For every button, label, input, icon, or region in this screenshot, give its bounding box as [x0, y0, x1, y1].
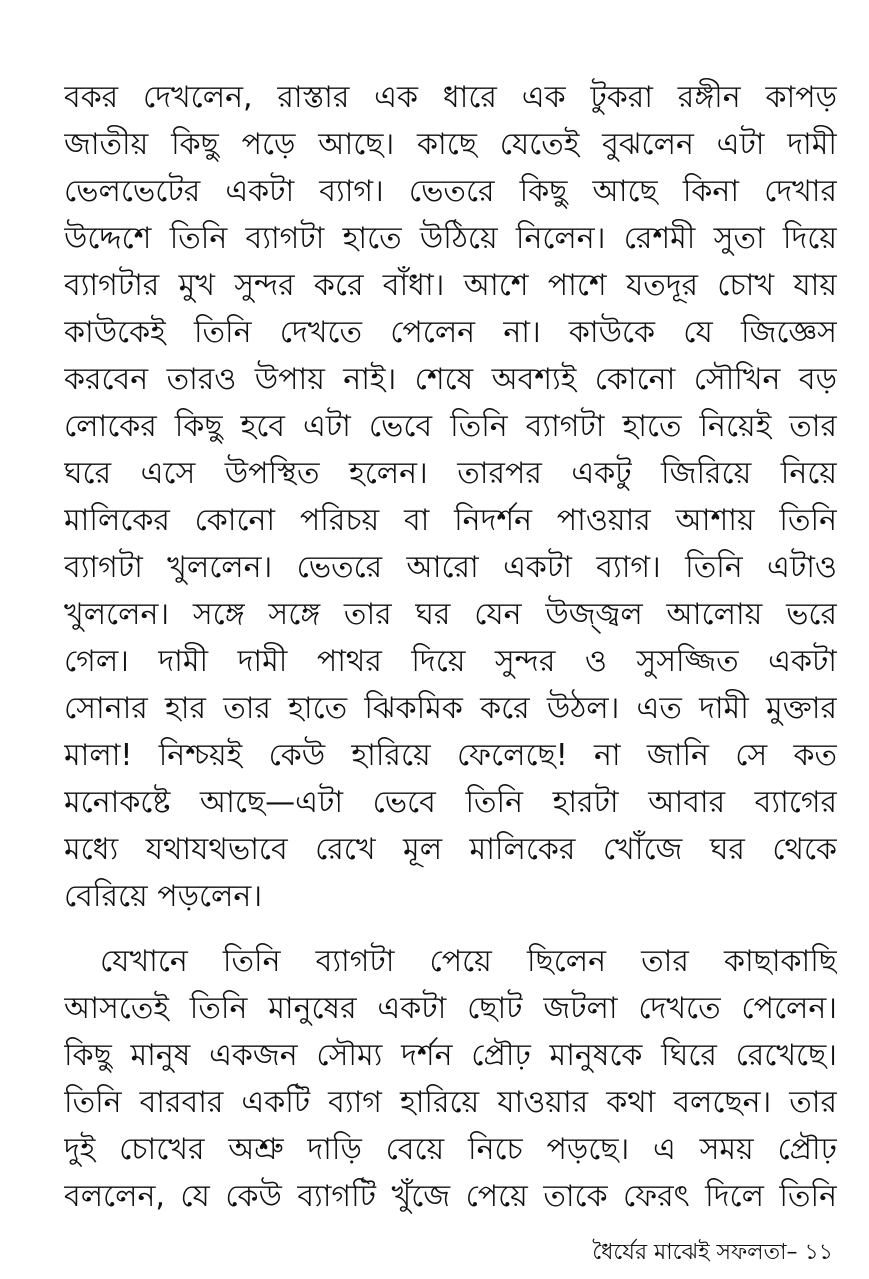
text-line: ঘরে এসে উপস্থিত হলেন। তারপর একটু জিরিয়ে নিয়ে	[64, 456, 837, 491]
text-line: কিছু মানুষ একজন সৌম্য দর্শন প্রৌঢ় মানুষকে ঘিরে রেখেছে।	[64, 1038, 837, 1073]
text-line: লোকের কিছু হবে এটা ভেবে তিনি ব্যাগটা হাতে নিয়েই তার	[64, 409, 837, 444]
text-line: তিনি বারবার একটি ব্যাগ হারিয়ে যাওয়ার কথা বলছেন। তার	[64, 1085, 837, 1120]
paragraph-gap	[64, 920, 837, 938]
body-text	[64, 74, 837, 1220]
paragraph-2	[64, 938, 837, 1220]
text-line: ভেলভেটের একটা ব্যাগ। ভেতরে কিছু আছে কিনা দেখার	[64, 174, 837, 209]
text-line: মধ্যে যথাযথভাবে রেখে মূল মালিকের খোঁজে ঘর থেকে	[64, 832, 837, 867]
text-line: মালা! নিশ্চয়ই কেউ হারিয়ে ফেলেছে! না জানি সে কত	[64, 738, 837, 773]
text-line: মনোকষ্টে আছে—এটা ভেবে তিনি হারটা আবার ব্যাগের	[64, 785, 837, 820]
text-line: জাতীয় কিছু পড়ে আছে। কাছে যেতেই বুঝলেন এটা দামী	[64, 127, 837, 162]
text-line: বকর দেখলেন, রাস্তার এক ধারে এক টুকরা রঙ্গীন কাপড়	[64, 80, 837, 115]
text-line: ব্যাগটা খুললেন। ভেতরে আরো একটা ব্যাগ। তিনি এটাও	[64, 550, 837, 585]
text-line: কাউকেই তিনি দেখতে পেলেন না। কাউকে যে জিজ্ঞেস	[64, 315, 837, 350]
page-footer: ধৈর্যের মাঝেই সফলতা– ১১	[592, 1240, 833, 1265]
text-line: গেল। দামী দামী পাথর দিয়ে সুন্দর ও সুসজ্জিত একটা	[64, 644, 837, 679]
text-line: মালিকের কোনো পরিচয় বা নিদর্শন পাওয়ার আশায় তিনি	[64, 503, 837, 538]
text-line: বললেন, যে কেউ ব্যাগটি খুঁজে পেয়ে তাকে ফেরৎ দিলে তিনি	[64, 1179, 837, 1214]
text-line: উদ্দেশে তিনি ব্যাগটা হাতে উঠিয়ে নিলেন। রেশমী সুতা দিয়ে	[64, 221, 837, 256]
text-line: করবেন তারও উপায় নাই। শেষে অবশ্যই কোনো সৌখিন বড়	[64, 362, 837, 397]
text-line: ব্যাগটার মুখ সুন্দর করে বাঁধা। আশে পাশে যতদূর চোখ যায়	[64, 268, 837, 303]
paragraph-1	[64, 74, 837, 920]
text-line: সোনার হার তার হাতে ঝিকমিক করে উঠল। এত দামী মুক্তার	[64, 691, 837, 726]
text-line: দুই চোখের অশ্রু দাড়ি বেয়ে নিচে পড়ছে। এ সময় প্রৌঢ়	[64, 1132, 837, 1167]
text-line: বেরিয়ে পড়লেন।	[64, 879, 263, 914]
text-line: খুললেন। সঙ্গে সঙ্গে তার ঘর যেন উজ্জ্বল আলোয় ভরে	[64, 597, 837, 632]
text-line: যেখানে তিনি ব্যাগটা পেয়ে ছিলেন তার কাছাকাছি	[100, 944, 837, 979]
text-line: আসতেই তিনি মানুষের একটা ছোট জটলা দেখতে পেলেন।	[64, 991, 837, 1026]
